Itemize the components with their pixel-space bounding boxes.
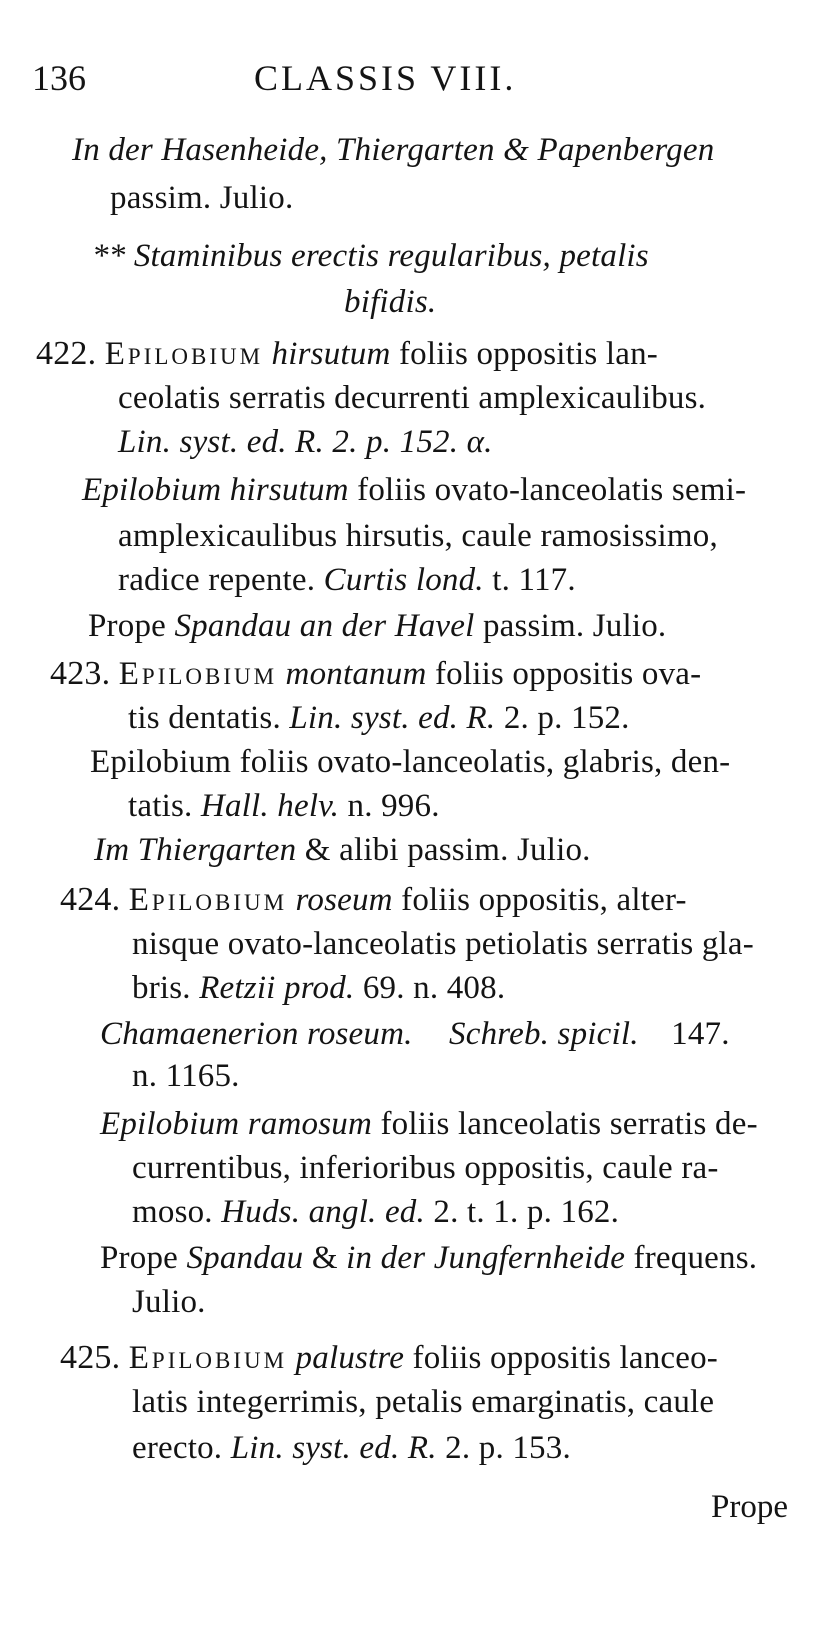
entry-422-reference: Lin. syst. ed. R. 2. p. 152. α. [118,424,493,460]
description-text: foliis oppositis ova- [434,656,702,692]
entry-422-synonym-line-1 [82,470,746,510]
entry-425-line-1 [60,1338,718,1378]
entry-423-line-1 [50,654,701,694]
intro-line-1: In der Hasenheide, Thiergarten & Papenbergen [72,132,715,168]
page-number: 136 [32,58,86,98]
description-text: foliis oppositis lanceo- [412,1340,718,1376]
synonym-text: foliis ovato-lanceolatis semi- [357,472,747,508]
entry-424-synonym-1-line-1: Chamaenerion roseum. Schreb. spicil. 147. [100,1016,730,1052]
entry-424-line-2: nisque ovato-lanceolatis petiolatis serratis gla- [132,926,754,962]
description-text: foliis oppositis, alter- [401,882,687,918]
entry-422-locality: Prope Spandau an der Havel passim. Julio. [88,608,667,644]
description-text: foliis oppositis lan- [398,336,658,372]
entry-424-synonym-2-line-2: currentibus, inferioribus oppositis, caule ra- [132,1150,719,1186]
entry-422-synonym-line-3: radice repente. Curtis lond. t. 117. [118,562,576,598]
entry-number: 423. [50,655,111,692]
subsection-heading-line-2: bifidis. [344,284,437,320]
subsection-heading-line-1: ** Staminibus erectis regularibus, petalis [92,238,649,274]
genus-name: Epilobium [128,1340,288,1376]
genus-name: Epilobium [128,882,288,918]
entry-423-locality: Im Thiergarten & alibi passim. Julio. [94,832,591,868]
species-name: hirsutum [271,336,391,372]
entry-423-synonym-line-1: Epilobium foliis ovato-lanceolatis, glabris, den- [90,744,731,780]
entry-424-synonym-2-line-3: moso. Huds. angl. ed. 2. t. 1. p. 162. [132,1194,620,1230]
entry-424-locality-line-2: Julio. [132,1284,206,1320]
entry-425-line-2: latis integerrimis, petalis emarginatis, caule [132,1384,715,1420]
entry-423-synonym-line-2: tatis. Hall. helv. n. 996. [128,788,440,824]
species-name: palustre [295,1340,405,1376]
entry-424-locality-line-1: Prope Spandau & in der Jungfernheide frequens. [100,1240,758,1276]
entry-425-line-3: erecto. Lin. syst. ed. R. 2. p. 153. [132,1430,571,1466]
entry-number: 425. [60,1339,121,1376]
running-title: CLASSIS VIII. [254,58,517,98]
catchword: Prope [711,1489,788,1525]
species-name: roseum [295,882,393,918]
entry-422-line-2: ceolatis serratis decurrenti amplexicaulibus. [118,380,707,416]
entry-422-line-1 [36,334,658,374]
genus-name: Epilobium [118,656,278,692]
entry-424-line-3: bris. Retzii prod. 69. n. 408. [132,970,506,1006]
intro-line-2: passim. Julio. [110,180,294,216]
entry-number: 424. [60,881,121,918]
entry-422-synonym-line-2: amplexicaulibus hirsutis, caule ramosissimo, [118,518,718,554]
entry-number: 422. [36,335,97,372]
synonym-name: Epilobium hirsutum [82,472,349,508]
entry-424-synonym-2-line-1: Epilobium ramosum foliis lanceolatis serratis de- [100,1106,758,1142]
genus-name: Epilobium [104,336,264,372]
entry-423-line-2: tis dentatis. Lin. syst. ed. R. 2. p. 152. [128,700,630,736]
entry-424-synonym-1-line-2: n. 1165. [132,1058,240,1094]
species-name: montanum [285,656,427,692]
entry-424-line-1 [60,880,687,920]
